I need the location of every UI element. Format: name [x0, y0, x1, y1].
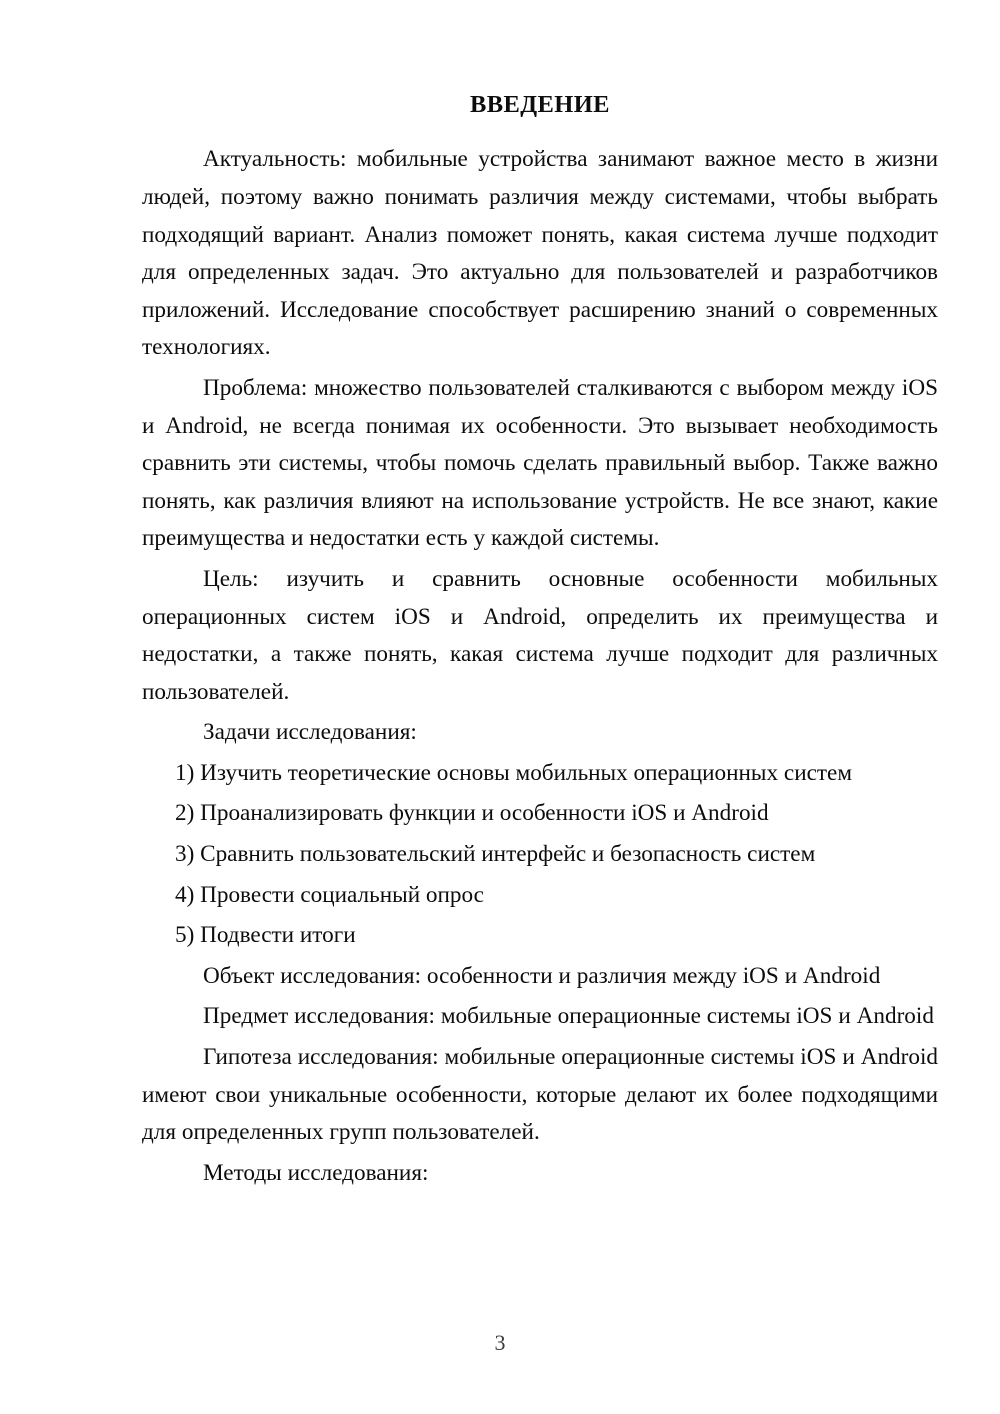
page-title: ВВЕДЕНИЕ [470, 91, 610, 118]
paragraph-object: Объект исследования: особенности и различия между iOS и Android [203, 962, 881, 989]
paragraph-goal: Цель: изучить и сравнить основные особенности мобильных операционных систем iOS и Android, определить их преимущества и недостатки, а также понять, какая система лучше подходит для различных пользователей. [142, 565, 938, 705]
paragraph-hypothesis: Гипотеза исследования: мобильные операционные системы iOS и Android имеют свои уникальные особенности, которые делают их более подходящими для определенных групп пользователей. [142, 1044, 938, 1146]
paragraph-relevance: Актуальность: мобильные устройства занимают важное место в жизни людей, поэтому важно понимать различия между системами, чтобы выбрать подходящий вариант. Анализ поможет понять, какая система лучше подходит для определенных задач. Это актуально для пользователей и разработчиков приложений. Исследование способствует расширению знаний о современных технологиях. [142, 146, 938, 361]
list-item: 2) Проанализировать функции и особенности iOS и Android [175, 800, 769, 827]
paragraph-problem: Проблема: множество пользователей сталкиваются с выбором между iOS и Android, не всегда понимая их особенности. Это вызывает необходимость сравнить эти системы, чтобы помочь сделать правильный выбор. Также важно понять, как различия влияют на использование устройств. Не все знают, какие преимущества и недостатки есть у каждой системы. [142, 374, 938, 552]
list-item: 5) Подвести итоги [175, 922, 356, 949]
list-item: 1) Изучить теоретические основы мобильных операционных систем [175, 759, 852, 786]
tasks-list [142, 755, 938, 955]
tasks-label: Задачи исследования: [203, 719, 417, 746]
paragraph-subject: Предмет исследования: мобильные операционные системы iOS и Android [203, 1003, 934, 1030]
list-item: 4) Провести социальный опрос [175, 881, 484, 908]
page-number: 3 [494, 1330, 506, 1355]
list-item: 3) Сравнить пользовательский интерфейс и безопасность систем [175, 841, 816, 868]
methods-label: Методы исследования: [203, 1159, 429, 1186]
document-body [142, 90, 938, 1195]
